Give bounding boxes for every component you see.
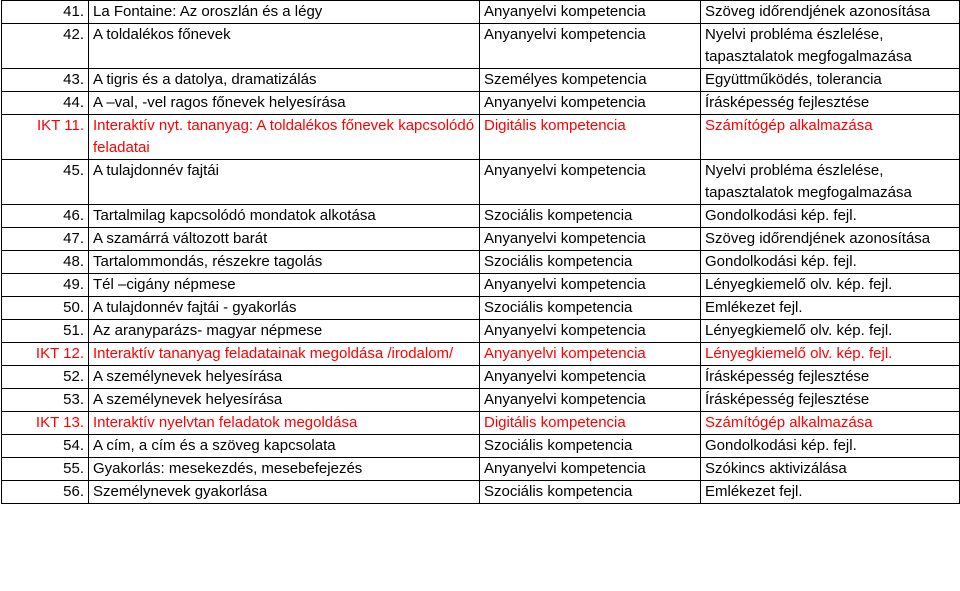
competence-cell: Szociális kompetencia — [480, 481, 701, 504]
lesson-number-cell: 55. — [2, 458, 89, 481]
table-row-ikt — [2, 343, 960, 366]
lesson-number-cell: IKT 13. — [2, 412, 89, 435]
competence-cell: Szociális kompetencia — [480, 435, 701, 458]
competence-cell: Anyanyelvi kompetencia — [480, 343, 701, 366]
lesson-number-cell: 50. — [2, 297, 89, 320]
lesson-number-cell: 48. — [2, 251, 89, 274]
competence-cell: Személyes kompetencia — [480, 69, 701, 92]
skill-cell: Szókincs aktivizálása — [701, 458, 960, 481]
skill-cell: Gondolkodási kép. fejl. — [701, 435, 960, 458]
table-row — [2, 389, 960, 412]
lesson-number-cell: IKT 12. — [2, 343, 89, 366]
competence-cell: Anyanyelvi kompetencia — [480, 366, 701, 389]
table-row-ikt — [2, 115, 960, 160]
competence-cell: Digitális kompetencia — [480, 115, 701, 160]
lesson-title-cell: A toldalékos főnevek — [89, 24, 480, 69]
table-row — [2, 458, 960, 481]
competence-cell: Anyanyelvi kompetencia — [480, 1, 701, 24]
skill-cell: Nyelvi probléma észlelése, tapasztalatok megfogalmazása — [701, 24, 960, 69]
table-row — [2, 160, 960, 205]
lesson-number-cell: 49. — [2, 274, 89, 297]
lesson-plan-table — [1, 0, 960, 504]
lesson-number-cell: 53. — [2, 389, 89, 412]
competence-cell: Szociális kompetencia — [480, 297, 701, 320]
lesson-title-cell: La Fontaine: Az oroszlán és a légy — [89, 1, 480, 24]
competence-cell: Anyanyelvi kompetencia — [480, 274, 701, 297]
skill-cell: Számítógép alkalmazása — [701, 115, 960, 160]
table-row — [2, 274, 960, 297]
lesson-number-cell: 44. — [2, 92, 89, 115]
table-row — [2, 69, 960, 92]
skill-cell: Nyelvi probléma észlelése, tapasztalatok megfogalmazása — [701, 160, 960, 205]
table-row-ikt — [2, 412, 960, 435]
skill-cell: Számítógép alkalmazása — [701, 412, 960, 435]
lesson-number-cell: 45. — [2, 160, 89, 205]
lesson-title-cell: A tigris és a datolya, dramatizálás — [89, 69, 480, 92]
table-row — [2, 24, 960, 69]
lesson-title-cell: Az aranyparázs- magyar népmese — [89, 320, 480, 343]
skill-cell: Szöveg időrendjének azonosítása — [701, 1, 960, 24]
lesson-title-cell: Tartalmilag kapcsolódó mondatok alkotása — [89, 205, 480, 228]
competence-cell: Digitális kompetencia — [480, 412, 701, 435]
competence-cell: Anyanyelvi kompetencia — [480, 458, 701, 481]
lesson-title-cell: Tél –cigány népmese — [89, 274, 480, 297]
table-row — [2, 297, 960, 320]
lesson-title-cell: A tulajdonnév fajtái — [89, 160, 480, 205]
skill-cell: Együttműködés, tolerancia — [701, 69, 960, 92]
skill-cell: Gondolkodási kép. fejl. — [701, 251, 960, 274]
lesson-title-cell: A személynevek helyesírása — [89, 389, 480, 412]
competence-cell: Anyanyelvi kompetencia — [480, 160, 701, 205]
lesson-title-cell: A szamárrá változott barát — [89, 228, 480, 251]
lesson-number-cell: 47. — [2, 228, 89, 251]
competence-cell: Anyanyelvi kompetencia — [480, 389, 701, 412]
lesson-title-cell: A tulajdonnév fajtái - gyakorlás — [89, 297, 480, 320]
table-row — [2, 205, 960, 228]
table-row — [2, 320, 960, 343]
skill-cell: Gondolkodási kép. fejl. — [701, 205, 960, 228]
table-row — [2, 1, 960, 24]
lesson-title-cell: A –val, -vel ragos főnevek helyesírása — [89, 92, 480, 115]
skill-cell: Lényegkiemelő olv. kép. fejl. — [701, 320, 960, 343]
competence-cell: Szociális kompetencia — [480, 251, 701, 274]
lesson-title-cell: A cím, a cím és a szöveg kapcsolata — [89, 435, 480, 458]
table-row — [2, 435, 960, 458]
skill-cell: Szöveg időrendjének azonosítása — [701, 228, 960, 251]
lesson-title-cell: Tartalommondás, részekre tagolás — [89, 251, 480, 274]
table-body — [2, 1, 960, 504]
skill-cell: Emlékezet fejl. — [701, 297, 960, 320]
competence-cell: Anyanyelvi kompetencia — [480, 24, 701, 69]
skill-cell: Lényegkiemelő olv. kép. fejl. — [701, 343, 960, 366]
lesson-title-cell: Interaktív tananyag feladatainak megoldása /irodalom/ — [89, 343, 480, 366]
lesson-number-cell: 56. — [2, 481, 89, 504]
table-row — [2, 481, 960, 504]
competence-cell: Szociális kompetencia — [480, 205, 701, 228]
competence-cell: Anyanyelvi kompetencia — [480, 92, 701, 115]
lesson-title-cell: Interaktív nyelvtan feladatok megoldása — [89, 412, 480, 435]
table-row — [2, 92, 960, 115]
lesson-number-cell: 52. — [2, 366, 89, 389]
lesson-number-cell: IKT 11. — [2, 115, 89, 160]
lesson-number-cell: 46. — [2, 205, 89, 228]
table-row — [2, 228, 960, 251]
lesson-number-cell: 54. — [2, 435, 89, 458]
lesson-number-cell: 43. — [2, 69, 89, 92]
lesson-title-cell: Interaktív nyt. tananyag: A toldalékos főnevek kapcsolódó feladatai — [89, 115, 480, 160]
skill-cell: Írásképesség fejlesztése — [701, 366, 960, 389]
lesson-title-cell: Személynevek gyakorlása — [89, 481, 480, 504]
skill-cell: Írásképesség fejlesztése — [701, 389, 960, 412]
table-row — [2, 366, 960, 389]
lesson-number-cell: 42. — [2, 24, 89, 69]
lesson-title-cell: Gyakorlás: mesekezdés, mesebefejezés — [89, 458, 480, 481]
table-row — [2, 251, 960, 274]
competence-cell: Anyanyelvi kompetencia — [480, 320, 701, 343]
skill-cell: Lényegkiemelő olv. kép. fejl. — [701, 274, 960, 297]
skill-cell: Emlékezet fejl. — [701, 481, 960, 504]
skill-cell: Írásképesség fejlesztése — [701, 92, 960, 115]
competence-cell: Anyanyelvi kompetencia — [480, 228, 701, 251]
lesson-title-cell: A személynevek helyesírása — [89, 366, 480, 389]
lesson-number-cell: 51. — [2, 320, 89, 343]
lesson-number-cell: 41. — [2, 1, 89, 24]
